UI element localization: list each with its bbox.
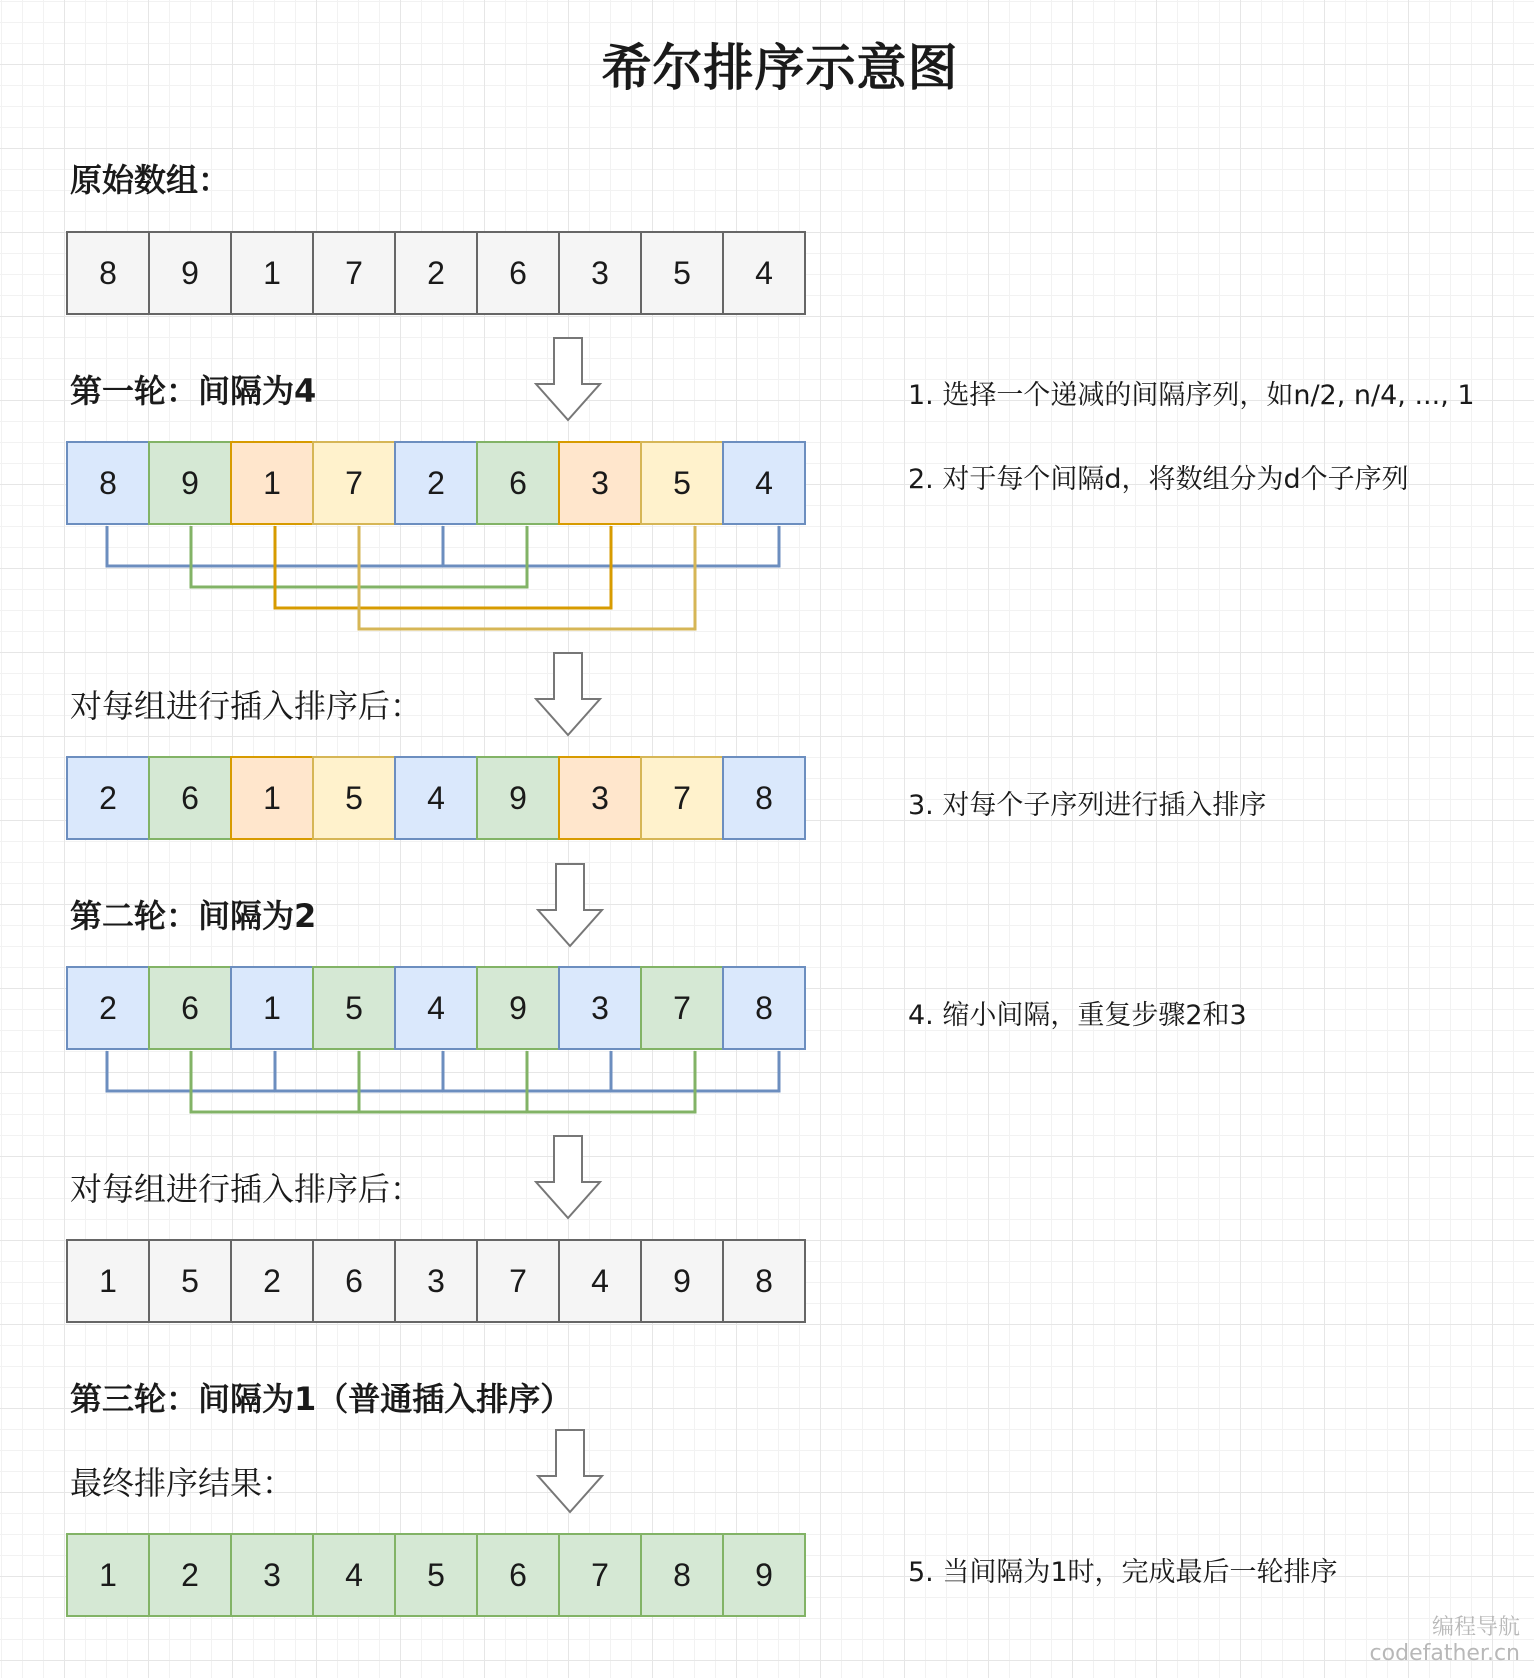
label-after-round2: 对每组进行插入排序后： bbox=[70, 1170, 423, 1208]
array-cell: 6 bbox=[476, 441, 560, 525]
array-cell: 8 bbox=[66, 441, 150, 525]
array-cell: 3 bbox=[394, 1239, 478, 1323]
array-cell: 5 bbox=[148, 1239, 232, 1323]
array-after-round1 bbox=[66, 756, 806, 840]
array-cell: 8 bbox=[722, 1239, 806, 1323]
array-cell: 6 bbox=[476, 231, 560, 315]
array-cell: 4 bbox=[722, 231, 806, 315]
array-cell: 8 bbox=[66, 231, 150, 315]
array-round1 bbox=[66, 441, 806, 525]
array-cell: 8 bbox=[640, 1533, 724, 1617]
array-cell: 5 bbox=[640, 441, 724, 525]
array-cell: 1 bbox=[66, 1533, 150, 1617]
array-cell: 7 bbox=[476, 1239, 560, 1323]
array-cell: 5 bbox=[394, 1533, 478, 1617]
array-after-round2 bbox=[66, 1239, 806, 1323]
array-cell: 2 bbox=[394, 441, 478, 525]
label-original: 原始数组： bbox=[70, 161, 231, 199]
down-arrow-icon bbox=[534, 336, 604, 422]
watermark-line-1: 编程导航 bbox=[1431, 1615, 1520, 1640]
array-cell: 6 bbox=[148, 966, 232, 1050]
array-cell: 1 bbox=[230, 756, 314, 840]
array-cell: 9 bbox=[476, 966, 560, 1050]
array-cell: 2 bbox=[230, 1239, 314, 1323]
diagram-title: 希尔排序示意图 bbox=[601, 39, 959, 97]
array-cell: 1 bbox=[230, 441, 314, 525]
array-cell: 3 bbox=[230, 1533, 314, 1617]
array-cell: 7 bbox=[312, 441, 396, 525]
gap2-group-brackets bbox=[0, 1049, 860, 1119]
label-round1: 第一轮：间隔为4 bbox=[70, 372, 317, 410]
down-arrow-icon bbox=[536, 862, 606, 948]
array-cell: 9 bbox=[640, 1239, 724, 1323]
label-final: 最终排序结果： bbox=[70, 1464, 295, 1502]
array-cell: 2 bbox=[66, 966, 150, 1050]
array-cell: 6 bbox=[312, 1239, 396, 1323]
array-cell: 9 bbox=[148, 231, 232, 315]
array-final bbox=[66, 1533, 806, 1617]
array-cell: 1 bbox=[230, 966, 314, 1050]
array-cell: 2 bbox=[66, 756, 150, 840]
array-original bbox=[66, 231, 806, 315]
label-round2: 第二轮：间隔为2 bbox=[70, 897, 317, 935]
array-cell: 2 bbox=[394, 231, 478, 315]
down-arrow-icon bbox=[536, 1428, 606, 1514]
array-cell: 3 bbox=[558, 441, 642, 525]
array-cell: 4 bbox=[394, 756, 478, 840]
note-step-1: 1. 选择一个递减的间隔序列，如n/2, n/4, ..., 1 bbox=[908, 380, 1475, 411]
label-after-round1: 对每组进行插入排序后： bbox=[70, 687, 423, 725]
array-cell: 5 bbox=[312, 756, 396, 840]
down-arrow-icon bbox=[534, 1134, 604, 1220]
array-cell: 8 bbox=[722, 966, 806, 1050]
array-cell: 4 bbox=[722, 441, 806, 525]
array-cell: 9 bbox=[148, 441, 232, 525]
array-cell: 7 bbox=[558, 1533, 642, 1617]
array-cell: 3 bbox=[558, 231, 642, 315]
array-cell: 4 bbox=[558, 1239, 642, 1323]
array-cell: 1 bbox=[230, 231, 314, 315]
array-cell: 7 bbox=[640, 756, 724, 840]
watermark-line-2: codefather.cn bbox=[1369, 1641, 1520, 1666]
array-cell: 1 bbox=[66, 1239, 150, 1323]
array-cell: 5 bbox=[312, 966, 396, 1050]
note-step-2: 2. 对于每个间隔d，将数组分为d个子序列 bbox=[908, 464, 1409, 495]
note-step-4: 4. 缩小间隔，重复步骤2和3 bbox=[908, 1000, 1247, 1031]
array-cell: 7 bbox=[640, 966, 724, 1050]
label-round3: 第三轮：间隔为1（普通插入排序） bbox=[70, 1380, 573, 1418]
array-cell: 5 bbox=[640, 231, 724, 315]
array-cell: 8 bbox=[722, 756, 806, 840]
array-cell: 2 bbox=[148, 1533, 232, 1617]
watermark bbox=[1370, 1610, 1520, 1666]
gap4-group-brackets bbox=[0, 524, 860, 634]
array-cell: 3 bbox=[558, 756, 642, 840]
note-step-5: 5. 当间隔为1时，完成最后一轮排序 bbox=[908, 1557, 1338, 1588]
array-cell: 4 bbox=[312, 1533, 396, 1617]
array-cell: 4 bbox=[394, 966, 478, 1050]
array-cell: 9 bbox=[722, 1533, 806, 1617]
array-cell: 6 bbox=[148, 756, 232, 840]
array-cell: 7 bbox=[312, 231, 396, 315]
array-cell: 3 bbox=[558, 966, 642, 1050]
down-arrow-icon bbox=[534, 651, 604, 737]
note-step-3: 3. 对每个子序列进行插入排序 bbox=[908, 790, 1267, 821]
array-round2 bbox=[66, 966, 806, 1050]
array-cell: 6 bbox=[476, 1533, 560, 1617]
array-cell: 9 bbox=[476, 756, 560, 840]
